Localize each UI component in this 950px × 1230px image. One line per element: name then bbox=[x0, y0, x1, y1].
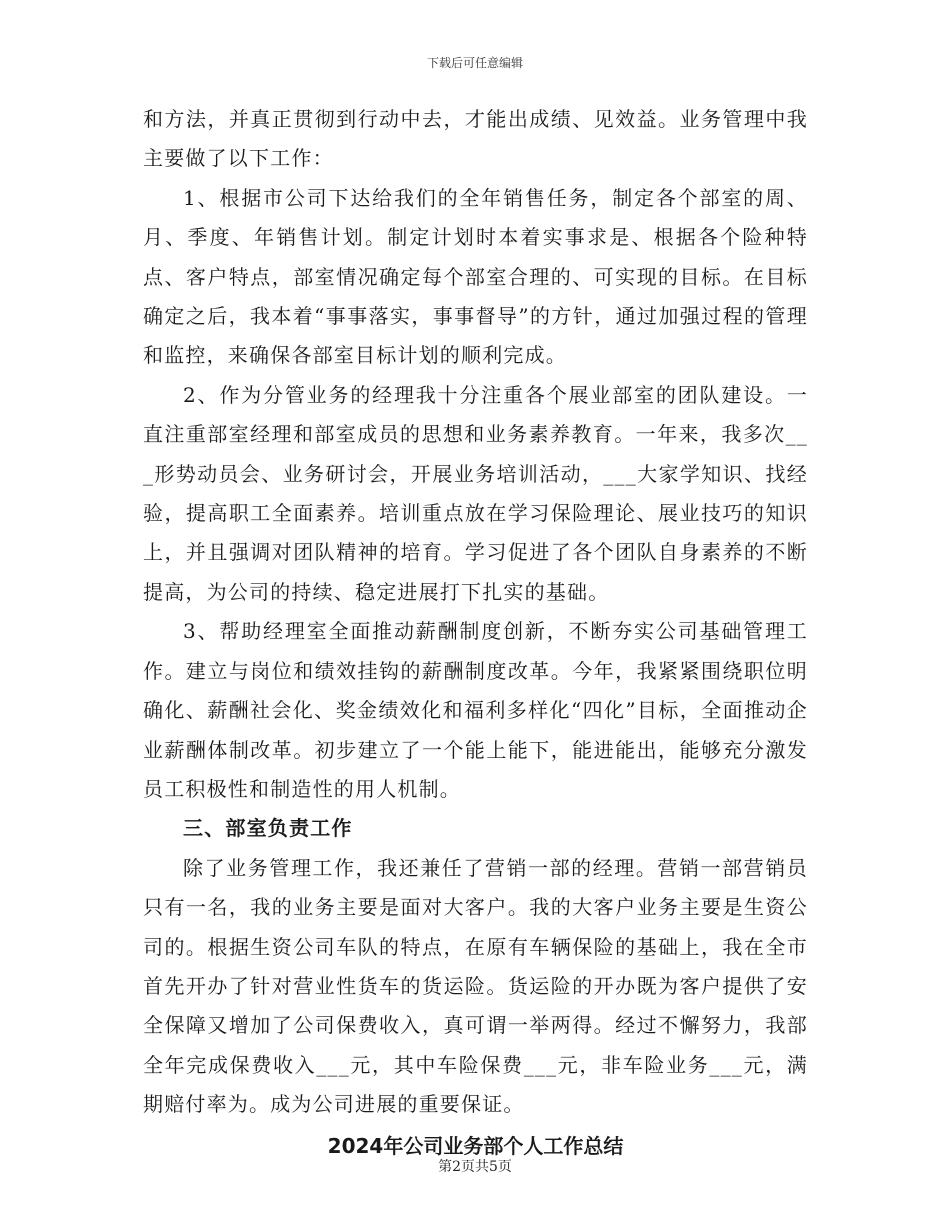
work-item-1: 1、根据市公司下达给我们的全年销售任务，制定各个部室的周、月、季度、年销售计划。制定计划时本着实事求是、根据各个险种特点、客户特点，部室情况确定每个部室合理的、可实现的目标。在目标确定之后，我本着“事事落实，事事督导”的方针，通过加强过程的管理和监控，来确保各部室目标计划的顺利完成。 bbox=[143, 185, 808, 368]
document-body bbox=[143, 100, 808, 1166]
work-item-2: 2、作为分管业务的经理我十分注重各个展业部室的团队建设。一直注重部室经理和部室成员的思想和业务素养教育。一年来，我多次___形势动员会、业务研讨会，开展业务培训活动，___大家学知识、找经验，提高职工全面素养。培训重点放在学习保险理论、展业技巧的知识上，并且强调对团队精神的培育。学习促进了各个团队自身素养的不断提高，为公司的持续、稳定进展打下扎实的基础。 bbox=[143, 382, 808, 604]
intro-paragraph: 和方法，并真正贯彻到行动中去，才能出成绩、见效益。业务管理中我主要做了以下工作： bbox=[143, 107, 808, 171]
work-item-3: 3、帮助经理室全面推动薪酬制度创新，不断夯实公司基础管理工作。建立与岗位和绩效挂钩的薪酬制度改革。今年，我紧紧围绕职位明确化、薪酬社会化、奖金绩效化和福利多样化“四化”目标，全面推动企业薪酬体制改革。初步建立了一个能上能下，能进能出，能够充分激发员工积极性和制造性的用人机制。 bbox=[143, 619, 808, 801]
page-header-note: 下载后可任意编辑 bbox=[426, 56, 523, 70]
section-heading: 三、部室负责工作 bbox=[183, 816, 353, 841]
section-paragraph: 除了业务管理工作，我还兼任了营销一部的经理。营销一部营销员只有一名，我的业务主要是面对大客户。我的大客户业务主要是生资公司的。根据生资公司车队的特点，在原有车辆保险的基础上，我在全市首先开办了针对营业性货车的货运险。货运险的开办既为客户提供了安全保障又增加了公司保费收入，真可谓一举两得。经过不懈努力，我部全年完成保费收入___元，其中车险保费___元，非车险业务___元，满期赔付率为。成为公司进展的重要保证。 bbox=[143, 855, 808, 1117]
page-footer-number: 第2页共5页 bbox=[438, 1159, 512, 1175]
next-document-title: 2024年公司业务部个人工作总结 bbox=[327, 1133, 624, 1158]
